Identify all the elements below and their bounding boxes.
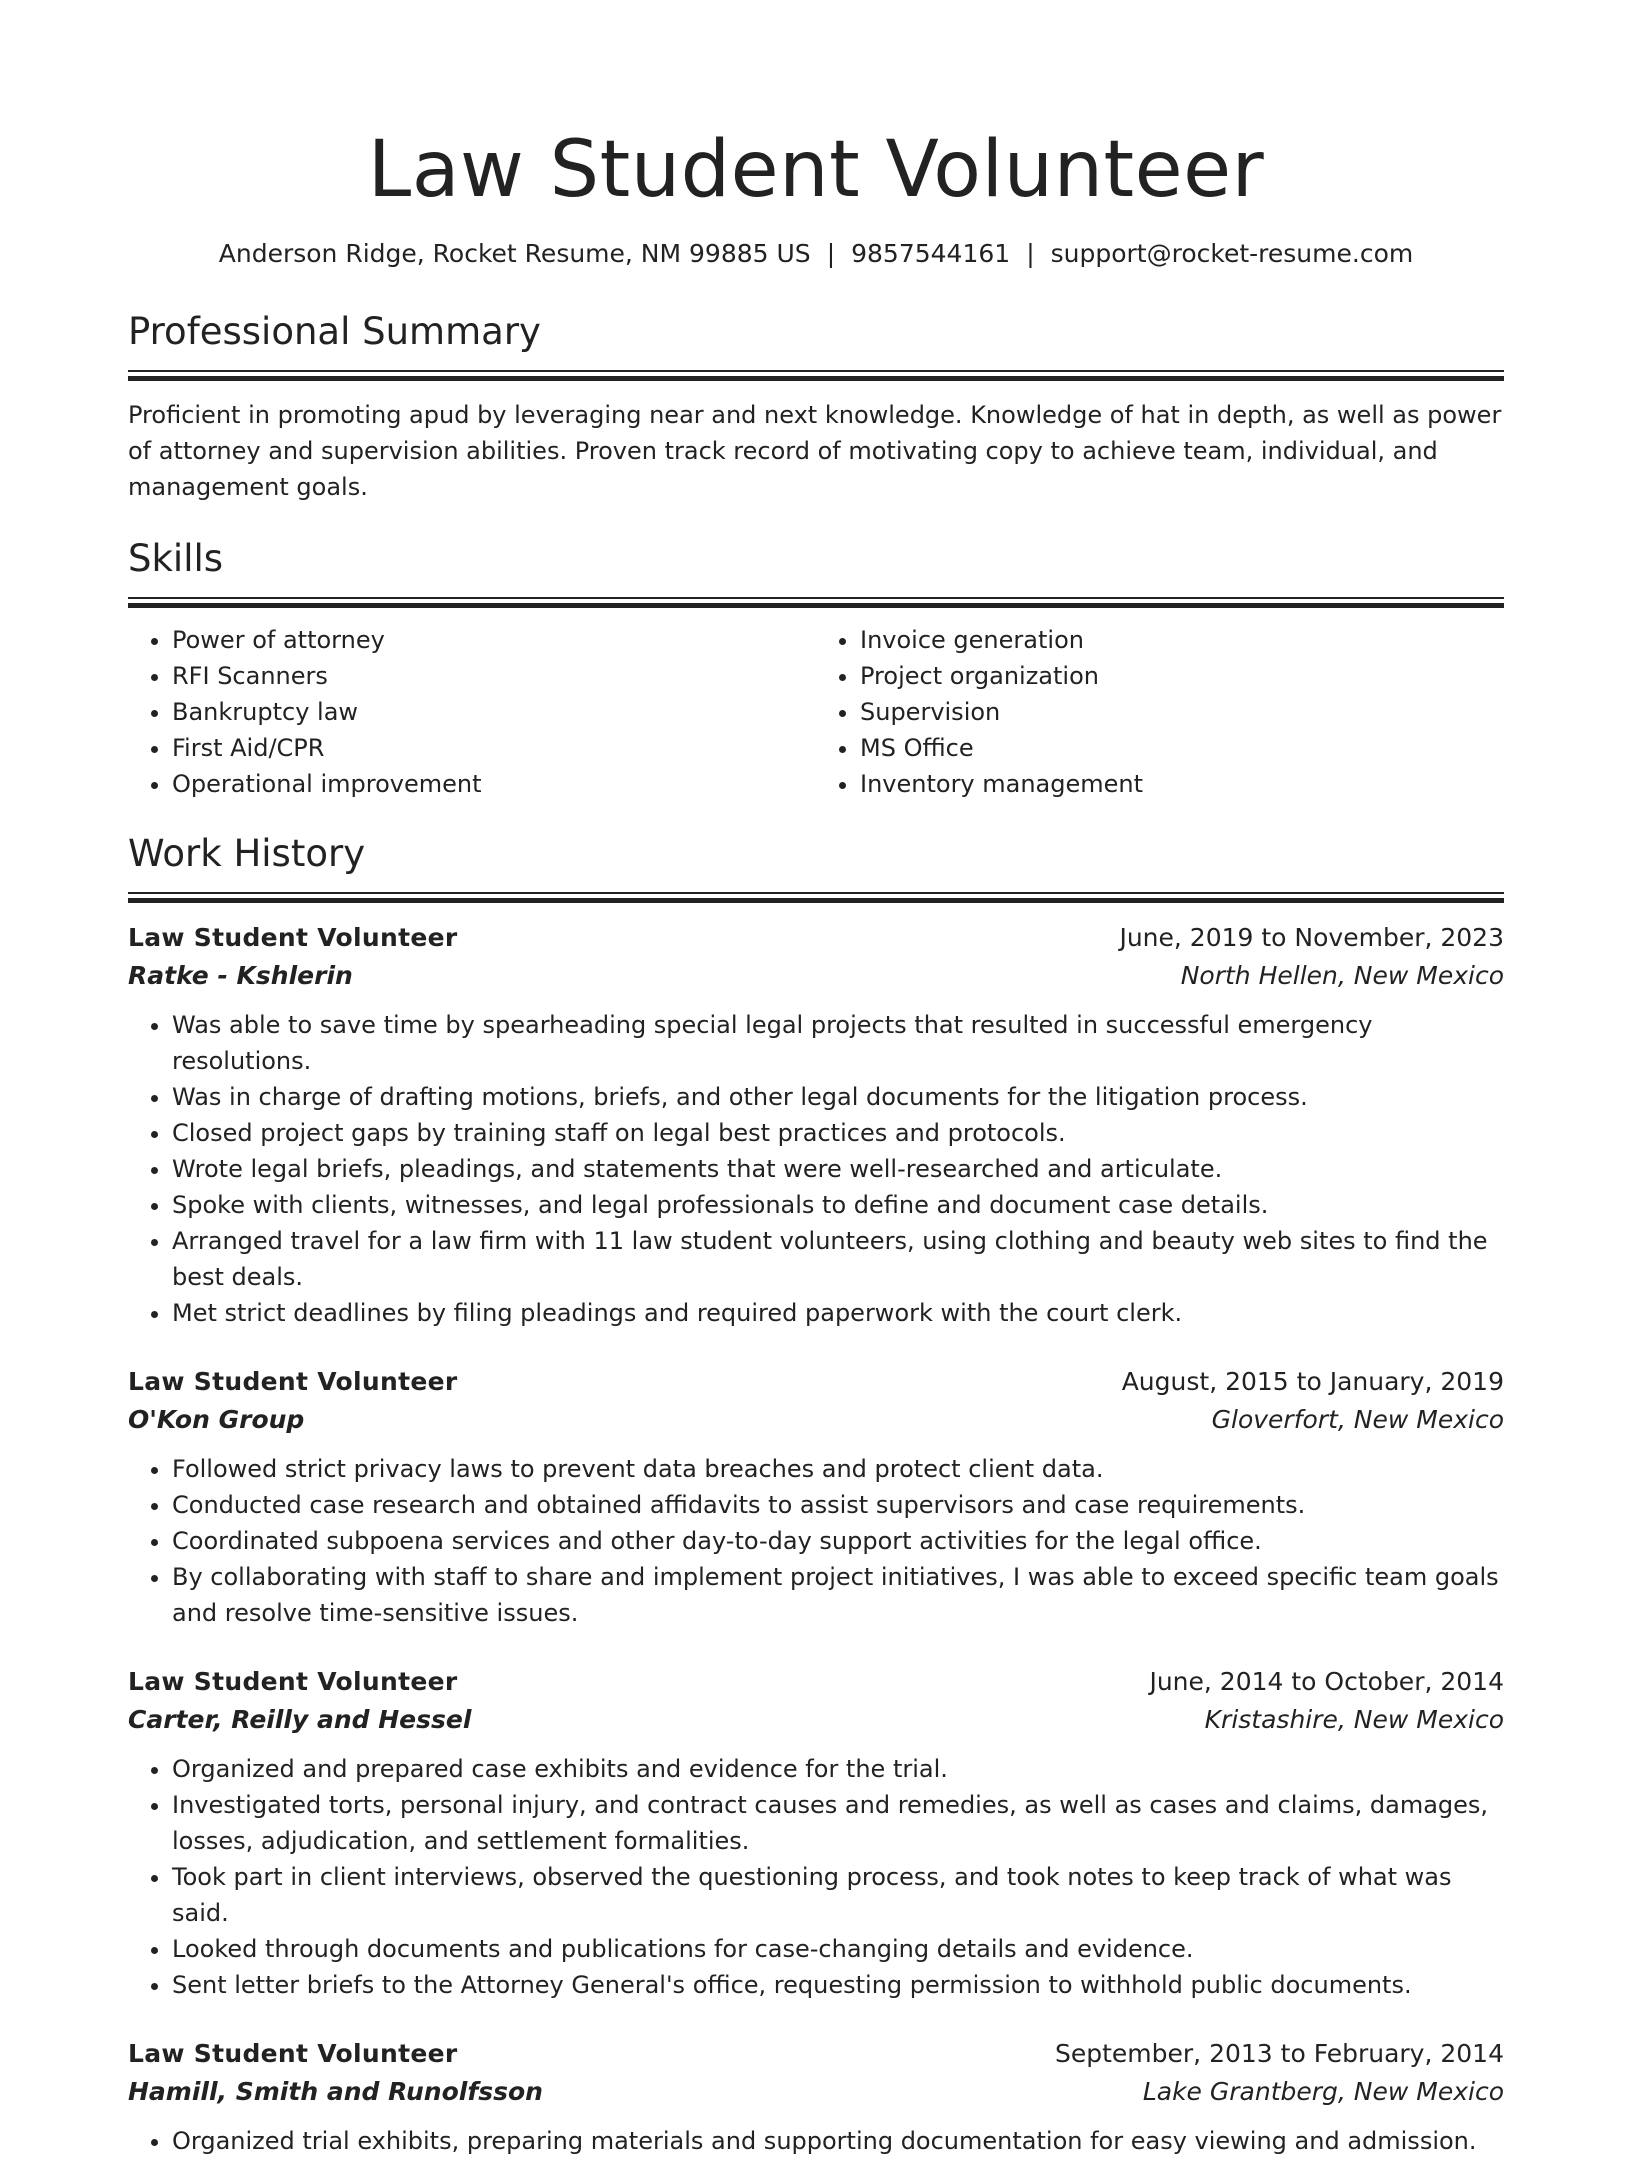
job-location: Kristashire, New Mexico bbox=[1204, 1705, 1504, 1734]
skills-column-right bbox=[816, 622, 1504, 802]
section-title-skills: Skills bbox=[128, 537, 224, 580]
job-bullet: • Looked through documents and publications for case-changing details and evidence. bbox=[172, 1931, 1504, 1967]
section-divider bbox=[128, 597, 1504, 608]
job-bullet: • Sent letter briefs to the Attorney General's office, requesting permission to withhold public documents. bbox=[172, 1967, 1504, 2003]
summary-section bbox=[128, 308, 1504, 505]
skill-item: • Supervision bbox=[860, 694, 1504, 730]
job-company: Hamill, Smith and Runolfsson bbox=[128, 2077, 543, 2106]
job-title: Law Student Volunteer bbox=[128, 923, 458, 952]
job-dates: August, 2015 to January, 2019 bbox=[1121, 1367, 1504, 1396]
job-bullet: • Took part in client interviews, observed the questioning process, and took notes to keep track of what was said. bbox=[172, 1859, 1504, 1931]
resume-page bbox=[128, 0, 1504, 2159]
job-bullet: • Was in charge of drafting motions, briefs, and other legal documents for the litigation process. bbox=[172, 1079, 1504, 1115]
job-header bbox=[128, 919, 1504, 957]
job-title: Law Student Volunteer bbox=[128, 2039, 458, 2068]
contact-address: Anderson Ridge, Rocket Resume, NM 99885 US bbox=[218, 239, 811, 268]
contact-separator: | bbox=[826, 239, 836, 268]
job-bullet: • Wrote legal briefs, pleadings, and statements that were well-researched and articulate. bbox=[172, 1151, 1504, 1187]
job-header bbox=[128, 1663, 1504, 1701]
section-title-summary: Professional Summary bbox=[128, 310, 541, 353]
job-entry bbox=[128, 919, 1504, 1331]
skill-item: • First Aid/CPR bbox=[172, 730, 816, 766]
job-bullet: • Coordinated subpoena services and other day-to-day support activities for the legal office. bbox=[172, 1523, 1504, 1559]
contact-line bbox=[128, 236, 1504, 272]
job-company: Carter, Reilly and Hessel bbox=[128, 1705, 472, 1734]
job-bullet: • Closed project gaps by training staff on legal best practices and protocols. bbox=[172, 1115, 1504, 1151]
summary-text: Proficient in promoting apud by leveraging near and next knowledge. Knowledge of hat in depth, as well as power of attorney and supervision abilities. Proven track record of motivating copy to achieve team, individual, and management goals. bbox=[128, 401, 1502, 501]
job-bullets bbox=[128, 1451, 1504, 1631]
job-bullet: • Investigated torts, personal injury, and contract causes and remedies, as well as cases and claims, damages, losses, adjudication, and settlement formalities. bbox=[172, 1787, 1504, 1859]
job-title: Law Student Volunteer bbox=[128, 1367, 458, 1396]
job-location: Lake Grantberg, New Mexico bbox=[1142, 2077, 1504, 2106]
section-divider bbox=[128, 370, 1504, 381]
job-bullets bbox=[128, 1751, 1504, 2003]
job-bullet: • Met strict deadlines by filing pleadings and required paperwork with the court clerk. bbox=[172, 1295, 1504, 1331]
skill-item: • RFI Scanners bbox=[172, 658, 816, 694]
job-title: Law Student Volunteer bbox=[128, 1667, 458, 1696]
job-subheader bbox=[128, 957, 1504, 995]
job-subheader bbox=[128, 2073, 1504, 2111]
skill-item: • Project organization bbox=[860, 658, 1504, 694]
job-bullet: • Organized and prepared case exhibits and evidence for the trial. bbox=[172, 1751, 1504, 1787]
job-bullet: • Conducted case research and obtained affidavits to assist supervisors and case requirements. bbox=[172, 1487, 1504, 1523]
skill-item: • Invoice generation bbox=[860, 622, 1504, 658]
job-bullet: • Organized trial exhibits, preparing materials and supporting documentation for easy viewing and admission. bbox=[172, 2123, 1504, 2159]
job-location: North Hellen, New Mexico bbox=[1180, 961, 1504, 990]
job-entry bbox=[128, 1663, 1504, 2003]
work-history-section bbox=[128, 830, 1504, 2159]
skill-item: • Operational improvement bbox=[172, 766, 816, 802]
skill-item: • Power of attorney bbox=[172, 622, 816, 658]
contact-phone: 9857544161 bbox=[851, 239, 1011, 268]
job-location: Gloverfort, New Mexico bbox=[1211, 1405, 1504, 1434]
job-company: Ratke - Kshlerin bbox=[128, 961, 353, 990]
job-dates: June, 2019 to November, 2023 bbox=[1119, 923, 1504, 952]
job-bullet: • Spoke with clients, witnesses, and legal professionals to define and document case details. bbox=[172, 1187, 1504, 1223]
job-company: O'Kon Group bbox=[128, 1405, 305, 1434]
skill-item: • Bankruptcy law bbox=[172, 694, 816, 730]
job-dates: September, 2013 to February, 2014 bbox=[1055, 2039, 1504, 2068]
skills-column-left bbox=[128, 622, 816, 802]
contact-email: support@rocket-resume.com bbox=[1050, 239, 1414, 268]
section-title-work-history: Work History bbox=[128, 832, 366, 875]
job-header bbox=[128, 2035, 1504, 2073]
job-bullet: • Arranged travel for a law firm with 11 law student volunteers, using clothing and beauty web sites to find the best deals. bbox=[172, 1223, 1504, 1295]
job-bullet: • Was able to save time by spearheading special legal projects that resulted in successful emergency resolutions. bbox=[172, 1007, 1504, 1079]
job-bullet: • By collaborating with staff to share and implement project initiatives, I was able to exceed specific team goals and resolve time-sensitive issues. bbox=[172, 1559, 1504, 1631]
job-entry bbox=[128, 2035, 1504, 2159]
job-header bbox=[128, 1363, 1504, 1401]
contact-separator: | bbox=[1026, 239, 1035, 268]
job-dates: June, 2014 to October, 2014 bbox=[1149, 1667, 1504, 1696]
job-bullets bbox=[128, 1007, 1504, 1331]
job-subheader bbox=[128, 1401, 1504, 1439]
skills-grid bbox=[128, 622, 1504, 802]
job-bullet: • Followed strict privacy laws to prevent data breaches and protect client data. bbox=[172, 1451, 1504, 1487]
skill-item: • MS Office bbox=[860, 730, 1504, 766]
job-bullets bbox=[128, 2123, 1504, 2159]
section-divider bbox=[128, 892, 1504, 903]
job-entry bbox=[128, 1363, 1504, 1631]
job-subheader bbox=[128, 1701, 1504, 1739]
resume-name: Law Student Volunteer bbox=[367, 125, 1265, 215]
skill-item: • Inventory management bbox=[860, 766, 1504, 802]
skills-section bbox=[128, 535, 1504, 802]
